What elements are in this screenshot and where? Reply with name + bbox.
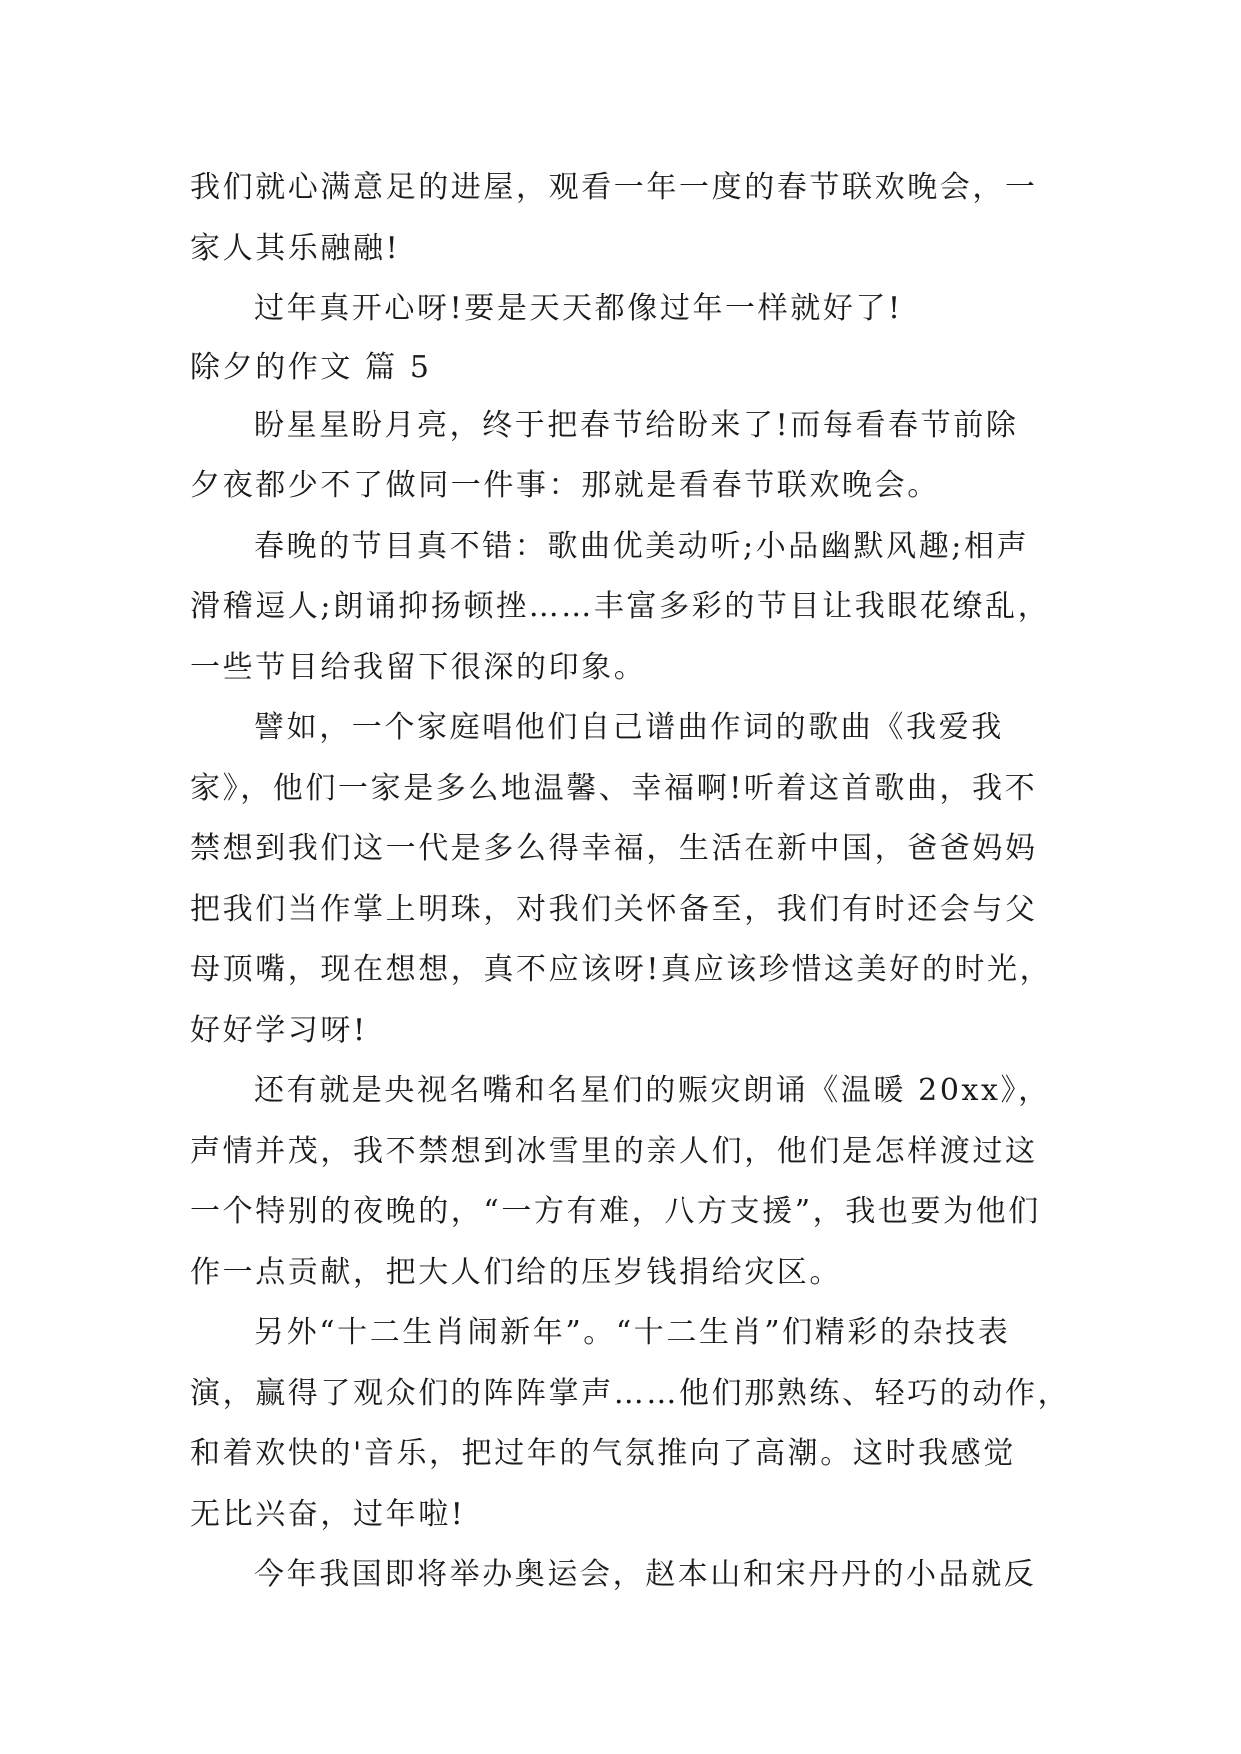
text-line: 母顶嘴，现在想想，真不应该呀!真应该珍惜这美好的时光， bbox=[190, 952, 1053, 987]
text-line: 今年我国即将举办奥运会，赵本山和宋丹丹的小品就反 bbox=[254, 1557, 1037, 1592]
text-line: 春晚的节目真不错：歌曲优美动听;小品幽默风趣;相声 bbox=[254, 528, 1030, 564]
text-line: 譬如，一个家庭唱他们自己谱曲作词的歌曲《我爱我 bbox=[254, 710, 1004, 745]
text-line: 家》，他们一家是多么地温馨、幸福啊!听着这首歌曲，我不 bbox=[190, 770, 1038, 806]
section-heading: 除夕的作文 篇 5 bbox=[190, 349, 432, 385]
text-line: 禁想到我们这一代是多么得幸福，生活在新中国，爸爸妈妈 bbox=[190, 831, 1038, 866]
text-line: 另外“十二生肖闹新年”。“十二生肖”们精彩的杂技表 bbox=[254, 1315, 1011, 1350]
essay-body bbox=[190, 158, 1071, 1606]
text-line: 把我们当作掌上明珠，对我们关怀备至，我们有时还会与父 bbox=[190, 891, 1038, 927]
text-line: 还有就是央视名嘴和名星们的赈灾朗诵《温暖 20xx》， bbox=[254, 1073, 1051, 1108]
text-line: 家人其乐融融! bbox=[190, 230, 401, 266]
text-line: 滑稽逗人;朗诵抑扬顿挫……丰富多彩的节目让我眼花缭乱， bbox=[190, 589, 1051, 624]
text-line: 演，赢得了观众们的阵阵掌声……他们那熟练、轻巧的动作， bbox=[190, 1375, 1071, 1411]
text-line: 一些节目给我留下很深的印象。 bbox=[190, 649, 647, 685]
text-line: 好好学习呀! bbox=[190, 1012, 368, 1048]
text-line: 过年真开心呀!要是天天都像过年一样就好了! bbox=[254, 291, 903, 326]
text-line: 声情并茂，我不禁想到冰雪里的亲人们，他们是怎样渡过这 bbox=[190, 1133, 1038, 1169]
text-line: 和着欢快的'音乐，把过年的气氛推向了高潮。这时我感觉 bbox=[190, 1436, 1016, 1471]
text-line: 作一点贡献，把大人们给的压岁钱捐给灾区。 bbox=[190, 1254, 842, 1290]
text-line: 一个特别的夜晚的，“一方有难，八方支援”，我也要为他们 bbox=[190, 1194, 1041, 1229]
text-line: 我们就心满意足的进屋，观看一年一度的春节联欢晚会，一 bbox=[190, 170, 1038, 205]
text-line: 无比兴奋，过年啦! bbox=[190, 1496, 466, 1532]
text-line: 盼星星盼月亮，终于把春节给盼来了!而每看春节前除 bbox=[254, 407, 1019, 443]
text-line: 夕夜都少不了做同一件事：那就是看春节联欢晚会。 bbox=[190, 468, 940, 503]
